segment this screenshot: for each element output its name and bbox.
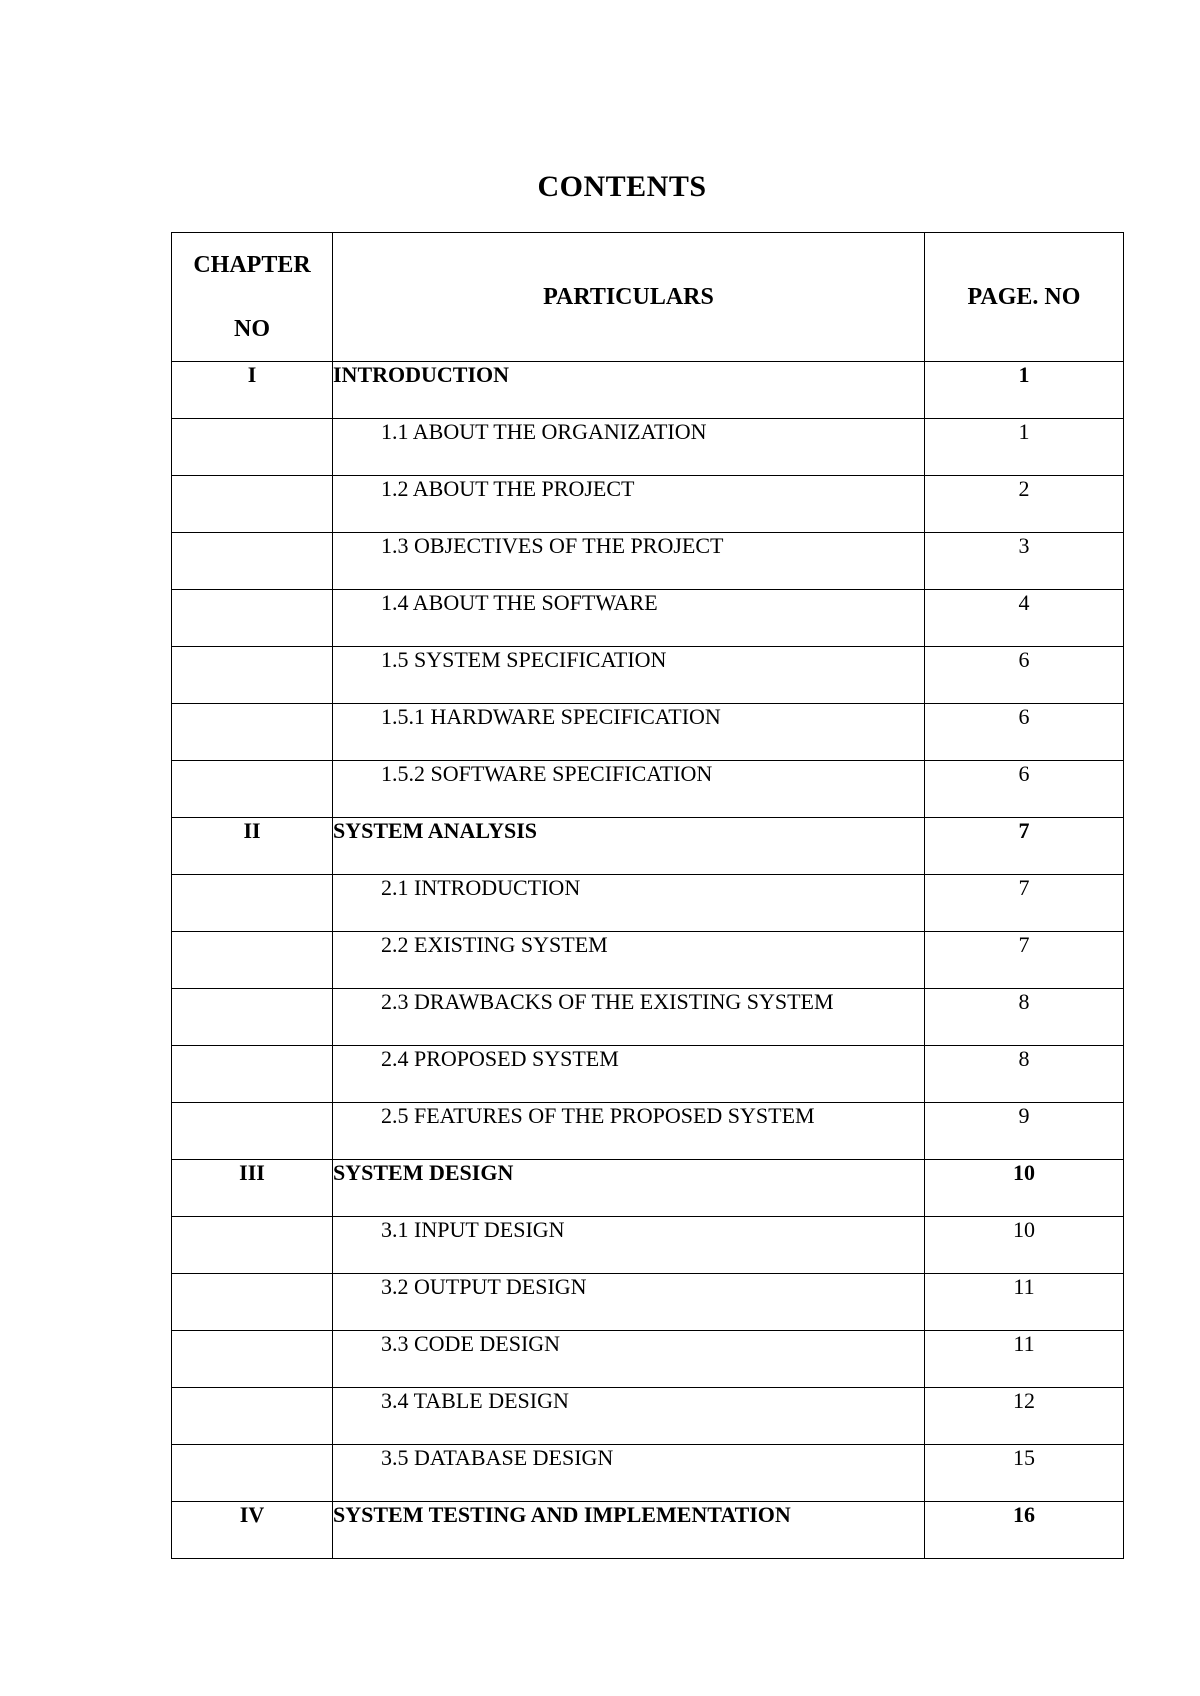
particulars-cell: 1.1 ABOUT THE ORGANIZATION [333, 419, 925, 476]
page-no-cell: 7 [925, 818, 1124, 875]
particulars-cell: 1.5 SYSTEM SPECIFICATION [333, 647, 925, 704]
table-row [172, 1160, 1124, 1217]
particulars-cell: 1.3 OBJECTIVES OF THE PROJECT [333, 533, 925, 590]
table-row [172, 476, 1124, 533]
chapter-cell [172, 1388, 333, 1445]
page-no-cell: 10 [925, 1217, 1124, 1274]
header-chapter-line1: CHAPTER [193, 252, 311, 278]
table-row [172, 875, 1124, 932]
page-no-cell: 6 [925, 704, 1124, 761]
page-no-cell: 12 [925, 1388, 1124, 1445]
particulars-cell: SYSTEM TESTING AND IMPLEMENTATION [333, 1502, 925, 1559]
table-row [172, 1103, 1124, 1160]
table-row [172, 647, 1124, 704]
header-chapter-no [172, 233, 333, 362]
chapter-cell: I [172, 362, 333, 419]
chapter-cell: III [172, 1160, 333, 1217]
table-row [172, 932, 1124, 989]
header-row [172, 233, 1124, 362]
particulars-cell: SYSTEM DESIGN [333, 1160, 925, 1217]
page-no-cell: 7 [925, 932, 1124, 989]
table-row [172, 1274, 1124, 1331]
page-no-cell: 6 [925, 761, 1124, 818]
chapter-cell [172, 1274, 333, 1331]
particulars-cell: 1.4 ABOUT THE SOFTWARE [333, 590, 925, 647]
table-row [172, 761, 1124, 818]
header-chapter-line2: NO [234, 316, 270, 342]
page-no-cell: 8 [925, 989, 1124, 1046]
chapter-cell [172, 590, 333, 647]
table-row [172, 818, 1124, 875]
chapter-cell: II [172, 818, 333, 875]
particulars-cell: 1.5.1 HARDWARE SPECIFICATION [333, 704, 925, 761]
particulars-cell: 1.5.2 SOFTWARE SPECIFICATION [333, 761, 925, 818]
particulars-cell: SYSTEM ANALYSIS [333, 818, 925, 875]
page-no-cell: 10 [925, 1160, 1124, 1217]
table-row [172, 590, 1124, 647]
chapter-cell [172, 1217, 333, 1274]
chapter-cell [172, 932, 333, 989]
table-row [172, 1388, 1124, 1445]
page-title: CONTENTS [537, 170, 707, 203]
particulars-cell: 1.2 ABOUT THE PROJECT [333, 476, 925, 533]
table-row [172, 419, 1124, 476]
table-row [172, 704, 1124, 761]
table-row [172, 1331, 1124, 1388]
page-no-cell: 11 [925, 1274, 1124, 1331]
header-page-no: PAGE. NO [925, 233, 1124, 362]
chapter-cell [172, 1331, 333, 1388]
page-no-cell: 1 [925, 362, 1124, 419]
chapter-cell [172, 989, 333, 1046]
particulars-cell: 3.1 INPUT DESIGN [333, 1217, 925, 1274]
particulars-cell: 3.5 DATABASE DESIGN [333, 1445, 925, 1502]
page-no-cell: 16 [925, 1502, 1124, 1559]
table-row [172, 1445, 1124, 1502]
particulars-cell: 2.2 EXISTING SYSTEM [333, 932, 925, 989]
table-row [172, 362, 1124, 419]
chapter-cell [172, 533, 333, 590]
chapter-cell [172, 1103, 333, 1160]
page-no-cell: 2 [925, 476, 1124, 533]
table-row [172, 1217, 1124, 1274]
page-no-cell: 4 [925, 590, 1124, 647]
chapter-cell [172, 875, 333, 932]
table-row [172, 533, 1124, 590]
chapter-cell [172, 704, 333, 761]
page-no-cell: 11 [925, 1331, 1124, 1388]
table-row [172, 989, 1124, 1046]
chapter-cell [172, 647, 333, 704]
chapter-cell [172, 476, 333, 533]
page-no-cell: 8 [925, 1046, 1124, 1103]
page-no-cell: 6 [925, 647, 1124, 704]
chapter-cell [172, 1046, 333, 1103]
particulars-cell: 2.4 PROPOSED SYSTEM [333, 1046, 925, 1103]
page-no-cell: 3 [925, 533, 1124, 590]
particulars-cell: INTRODUCTION [333, 362, 925, 419]
contents-table [171, 232, 1124, 1559]
page-no-cell: 7 [925, 875, 1124, 932]
particulars-cell: 2.5 FEATURES OF THE PROPOSED SYSTEM [333, 1103, 925, 1160]
chapter-cell: IV [172, 1502, 333, 1559]
chapter-cell [172, 419, 333, 476]
particulars-cell: 2.1 INTRODUCTION [333, 875, 925, 932]
page-no-cell: 15 [925, 1445, 1124, 1502]
table-row [172, 1046, 1124, 1103]
particulars-cell: 3.4 TABLE DESIGN [333, 1388, 925, 1445]
page-no-cell: 1 [925, 419, 1124, 476]
header-particulars: PARTICULARS [333, 233, 925, 362]
chapter-cell [172, 1445, 333, 1502]
contents-body [172, 362, 1124, 1559]
page-no-cell: 9 [925, 1103, 1124, 1160]
particulars-cell: 3.2 OUTPUT DESIGN [333, 1274, 925, 1331]
particulars-cell: 2.3 DRAWBACKS OF THE EXISTING SYSTEM [333, 989, 925, 1046]
table-row [172, 1502, 1124, 1559]
particulars-cell: 3.3 CODE DESIGN [333, 1331, 925, 1388]
chapter-cell [172, 761, 333, 818]
